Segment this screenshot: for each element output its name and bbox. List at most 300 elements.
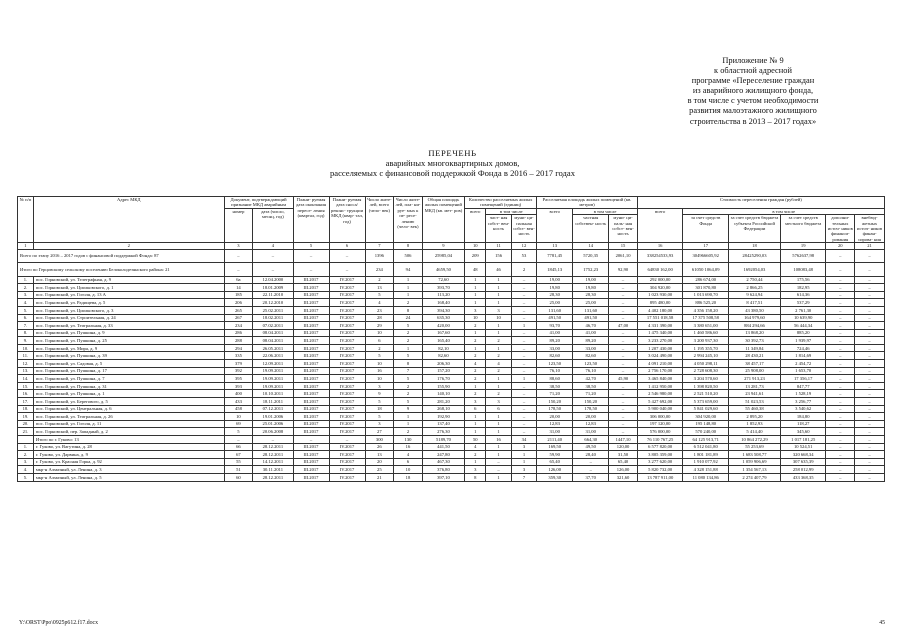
table-cell: 2 750,44: [728, 276, 780, 284]
table-cell: 5720,35: [573, 249, 609, 263]
table-cell: 28.12.2011: [253, 473, 293, 481]
table-cell: 5.: [18, 306, 34, 314]
table-cell: 1: [465, 420, 486, 428]
table-cell: 1 398 820,50: [683, 382, 729, 390]
table-cell: 45,90: [609, 375, 638, 383]
table-cell: пос. Горновский, ул. Пушкина, д. 9: [33, 329, 224, 337]
table-cell: –: [855, 382, 885, 390]
table-cell: –: [826, 390, 855, 398]
table-cell: 28425290,03: [728, 249, 780, 263]
table-cell: 94: [394, 263, 423, 277]
table-cell: 51 023,53: [728, 398, 780, 406]
table-cell: –: [511, 428, 536, 436]
table-cell: 5: [365, 413, 394, 421]
table-cell: 19,00: [573, 276, 609, 284]
table-cell: –: [826, 306, 855, 314]
table-row: [18, 420, 885, 428]
table-cell: 1: [394, 284, 423, 292]
table-cell: 131,60: [573, 306, 609, 314]
table-cell: 307 635,39: [780, 458, 826, 466]
table-cell: 13 787 911,00: [637, 473, 683, 481]
appendix-line: программе «Переселение граждан: [691, 76, 815, 86]
table-cell: 2: [486, 390, 511, 398]
table-cell: 13: [365, 284, 394, 292]
table-cell: –: [826, 466, 855, 474]
table-cell: 2: [394, 329, 423, 337]
table-cell: 12: [511, 243, 536, 249]
table-cell: –: [511, 344, 536, 352]
table-cell: 175,56: [780, 276, 826, 284]
table-row: [18, 405, 885, 413]
table-cell: 11.: [18, 352, 34, 360]
table-cell: –: [573, 458, 609, 466]
table-row: [18, 382, 885, 390]
table-cell: 304966605,92: [683, 249, 729, 263]
table-header-row: [18, 197, 885, 209]
table-cell: 89,20: [537, 337, 573, 345]
table-cell: 12.04.2000: [253, 276, 293, 284]
table-cell: 13.: [18, 367, 34, 375]
table-cell: 118,27: [780, 420, 826, 428]
table-row: [18, 314, 885, 322]
table-cell: 1: [486, 451, 511, 459]
table-row: [18, 337, 885, 345]
table-cell: IV.2017: [329, 314, 365, 322]
table-cell: 157,20: [422, 367, 464, 375]
table-cell: 1 801 181,89: [683, 451, 729, 459]
table-cell: III.2017: [293, 451, 329, 459]
table-cell: 4 356 158,20: [683, 306, 729, 314]
table-cell: 724,46: [780, 344, 826, 352]
table-cell: –: [609, 337, 638, 345]
table-cell: 335: [224, 352, 253, 360]
table-cell: 49,50: [573, 443, 609, 451]
table-cell: 276,30: [422, 428, 464, 436]
table-cell: –: [855, 413, 885, 421]
table-cell: 17 551 018,58: [637, 314, 683, 322]
table-cell: IV.2017: [329, 344, 365, 352]
table-cell: IV.2017: [329, 458, 365, 466]
table-row: [18, 458, 885, 466]
table-cell: –: [224, 436, 253, 444]
table-cell: –: [855, 428, 885, 436]
table-cell: –: [826, 436, 855, 444]
table-cell: пос. Горновский, ул. Пушкина, д. 7: [33, 375, 224, 383]
table-cell: 185: [224, 291, 253, 299]
table-cell: 26: [365, 443, 394, 451]
table-cell: 1: [465, 329, 486, 337]
table-cell: 10: [365, 360, 394, 368]
table-cell: 10: [365, 375, 394, 383]
table-cell: 19,80: [573, 284, 609, 292]
table-cell: 07.02.2011: [253, 322, 293, 330]
table-cell: III.2017: [293, 428, 329, 436]
table-cell: –: [511, 276, 536, 284]
table-cell: 123,50: [537, 360, 573, 368]
table-cell: 195 148,80: [683, 420, 729, 428]
table-cell: III.2017: [293, 367, 329, 375]
table-cell: 17.: [18, 398, 34, 406]
table-cell: 25,00: [537, 299, 573, 307]
table-cell: 3: [511, 466, 536, 474]
table-cell: 59,90: [537, 451, 573, 459]
table-cell: 885,20: [780, 329, 826, 337]
table-cell: III.2017: [293, 299, 329, 307]
table-cell: –: [511, 398, 536, 406]
table-cell: мкр-н Алмазный, ул. Ленина, д. 3: [33, 466, 224, 474]
table-cell: –: [609, 284, 638, 292]
table-cell: IV.2017: [329, 398, 365, 406]
table-cell: 8: [465, 473, 486, 481]
table-cell: 28.12.2011: [253, 451, 293, 459]
table-cell: –: [253, 249, 293, 263]
table-cell: 20,00: [537, 413, 573, 421]
table-cell: –: [329, 436, 365, 444]
table-cell: –: [511, 299, 536, 307]
table-row: [18, 443, 885, 451]
table-cell: –: [511, 367, 536, 375]
table-cell: 394,30: [422, 306, 464, 314]
table-cell: IV.2017: [329, 451, 365, 459]
header-rooms-incl: в том числе: [486, 208, 537, 214]
table-cell: 209: [465, 249, 486, 263]
table-cell: 8 417,51: [728, 299, 780, 307]
table-cell: 140,10: [422, 390, 464, 398]
table-cell: 28,30: [537, 291, 573, 299]
table-cell: 2: [465, 337, 486, 345]
table-cell: 28.12.2011: [253, 443, 293, 451]
table-cell: 2 994 245,10: [683, 352, 729, 360]
table-cell: 379: [224, 360, 253, 368]
table-cell: 31,00: [537, 428, 573, 436]
table-cell: –: [826, 367, 855, 375]
table-cell: 15.: [18, 382, 34, 390]
table-cell: 1.: [18, 443, 34, 451]
table-cell: 34: [511, 436, 536, 444]
table-cell: 2 756 170,00: [637, 367, 683, 375]
table-cell: 168,40: [422, 299, 464, 307]
table-cell: 8.: [18, 329, 34, 337]
table-cell: –: [855, 291, 885, 299]
table-cell: 847,77: [780, 382, 826, 390]
table-cell: 41,00: [537, 329, 573, 337]
table-cell: 3: [465, 398, 486, 406]
table-cell: –: [855, 436, 885, 444]
table-row: [18, 413, 885, 421]
table-cell: 258 012,99: [780, 466, 826, 474]
table-cell: 1: [486, 420, 511, 428]
table-cell: 28 430,21: [728, 352, 780, 360]
table-cell: 1: [465, 344, 486, 352]
table-cell: 92,90: [609, 263, 638, 277]
table-cell: –: [826, 276, 855, 284]
table-cell: 3: [511, 443, 536, 451]
table-cell: 376,80: [422, 466, 464, 474]
table-cell: 2 761,30: [780, 306, 826, 314]
table-cell: –: [826, 428, 855, 436]
table-cell: 1 475 340,00: [637, 329, 683, 337]
table-cell: 3: [365, 382, 394, 390]
table-cell: –: [855, 420, 885, 428]
table-cell: 4: [365, 299, 394, 307]
table-cell: 5 373 659,00: [683, 398, 729, 406]
table-cell: 234: [365, 263, 394, 277]
table-cell: 1 059 906,69: [728, 458, 780, 466]
header-doc-number: номер: [224, 208, 253, 242]
table-cell: 2: [465, 322, 486, 330]
table-cell: 60: [224, 473, 253, 481]
table-cell: 4659,50: [422, 263, 464, 277]
table-cell: –: [826, 344, 855, 352]
table-cell: пос. Горновский, ул. Центральная, д. 6: [33, 405, 224, 413]
table-cell: 1 653,70: [780, 367, 826, 375]
table-cell: –: [609, 352, 638, 360]
table-cell: 71,20: [573, 390, 609, 398]
table-cell: 07.12.2011: [253, 405, 293, 413]
table-cell: 1 528,19: [780, 390, 826, 398]
table-cell: 2: [511, 263, 536, 277]
table-cell: 2: [465, 451, 486, 459]
table-cell: 126,00: [537, 466, 573, 474]
table-cell: IV.2017: [329, 382, 365, 390]
table-cell: 88,60: [537, 375, 573, 383]
table-cell: 16: [486, 436, 511, 444]
table-cell: 2: [394, 337, 423, 345]
table-cell: 12.09.2011: [253, 360, 293, 368]
table-cell: 12.: [18, 360, 34, 368]
summary-row: [18, 249, 885, 263]
table-cell: –: [826, 314, 855, 322]
header-total-area: Общая площадь жилых помещений МКД (кв. мет- ров): [422, 197, 464, 243]
table-cell: 21: [365, 473, 394, 481]
table-cell: 50: [465, 436, 486, 444]
table-cell: 46: [486, 263, 511, 277]
table-cell: –: [855, 473, 885, 481]
table-cell: 1: [465, 428, 486, 436]
table-cell: 2111,40: [537, 436, 573, 444]
table-cell: 19: [780, 243, 826, 249]
table-cell: 2 866,25: [728, 284, 780, 292]
table-cell: –: [511, 306, 536, 314]
table-cell: 1: [394, 344, 423, 352]
table-cell: 17: [683, 243, 729, 249]
table-cell: 4.: [18, 466, 34, 474]
header-planned-demolition: Плани- руемая дата сноса/ реконс- трукции МКД (квар- тал, год): [329, 197, 365, 243]
table-cell: 2: [465, 367, 486, 375]
table-cell: г. Гуково, ул. Красная Горка, д. 92: [33, 458, 224, 466]
table-cell: 3 380 651,00: [683, 322, 729, 330]
table-cell: 18.02.2011: [253, 314, 293, 322]
table-cell: 1: [486, 299, 511, 307]
table-cell: 1: [394, 420, 423, 428]
table-cell: 93,70: [537, 322, 573, 330]
table-cell: 1: [486, 276, 511, 284]
table-cell: –: [855, 276, 885, 284]
table-cell: 28,30: [573, 291, 609, 299]
table-cell: IV.2017: [329, 466, 365, 474]
table-cell: 14: [224, 284, 253, 292]
table-cell: 131,60: [537, 306, 573, 314]
table-cell: 2: [465, 390, 486, 398]
table-cell: 7: [365, 243, 394, 249]
table-cell: –: [855, 398, 885, 406]
table-cell: 71,20: [537, 390, 573, 398]
table-cell: 65,40: [537, 458, 573, 466]
table-cell: IV.2017: [329, 405, 365, 413]
table-cell: г. Гуково, ул. Дарвина, д. 9: [33, 451, 224, 459]
table-cell: –: [826, 443, 855, 451]
table-cell: 150,20: [537, 398, 573, 406]
table-cell: 3: [486, 306, 511, 314]
table-cell: 5762637,98: [780, 249, 826, 263]
table-cell: Итого по г. Гуково: 13: [33, 436, 224, 444]
table-row: [18, 360, 885, 368]
table-cell: 433 368,35: [780, 473, 826, 481]
table-cell: –: [826, 398, 855, 406]
table-cell: 3 465 840,00: [637, 375, 683, 383]
table-cell: 300: [365, 436, 394, 444]
table-cell: 1: [394, 291, 423, 299]
appendix-caption: [638, 56, 868, 127]
table-row: [18, 473, 885, 481]
table-cell: 9 624,94: [728, 291, 780, 299]
table-cell: IV.2017: [329, 375, 365, 383]
table-cell: 294: [224, 344, 253, 352]
table-cell: 28: [365, 314, 394, 322]
table-cell: 28,40: [573, 451, 609, 459]
table-cell: 4: [394, 451, 423, 459]
table-cell: III.2017: [293, 405, 329, 413]
table-cell: 137,40: [422, 420, 464, 428]
table-cell: 884 294,66: [728, 322, 780, 330]
table-cell: 537,29: [780, 299, 826, 307]
table-cell: 1: [486, 382, 511, 390]
table-cell: III.2017: [293, 306, 329, 314]
table-cell: 13 868,20: [728, 329, 780, 337]
table-cell: 320 668,34: [780, 451, 826, 459]
table-cell: –: [609, 367, 638, 375]
table-cell: 55 253,69: [728, 443, 780, 451]
table-cell: 41,00: [573, 329, 609, 337]
table-cell: 4: [465, 360, 486, 368]
table-cell: 164 979,60: [728, 314, 780, 322]
table-cell: пос. Горновский, ул. Пушкина, д. 25: [33, 337, 224, 345]
table-cell: 1: [486, 473, 511, 481]
table-cell: –: [253, 263, 293, 277]
table-cell: 234: [224, 322, 253, 330]
table-cell: –: [826, 360, 855, 368]
table-cell: III.2017: [293, 420, 329, 428]
table-cell: 20.06.2008: [253, 428, 293, 436]
header-area-total: всего: [537, 208, 573, 242]
table-cell: 69: [224, 420, 253, 428]
table-row: [18, 299, 885, 307]
header-planned-date: Плани- руемая дата окончания пересе- ления (квартал, год): [293, 197, 329, 243]
table-cell: 11: [486, 243, 511, 249]
table-cell: –: [293, 263, 329, 277]
table-cell: IV.2017: [329, 306, 365, 314]
table-cell: 2 454,72: [780, 360, 826, 368]
table-cell: 20,00: [573, 413, 609, 421]
table-cell: 29: [365, 322, 394, 330]
table-cell: IV.2017: [329, 360, 365, 368]
table-cell: III.2017: [293, 329, 329, 337]
header-document: Документ, подтверждающий признание МКД аварийным: [224, 197, 293, 209]
table-cell: –: [609, 398, 638, 406]
header-area-private: частная собствен- ность: [573, 215, 609, 243]
table-cell: 206: [224, 299, 253, 307]
table-cell: IV.2017: [329, 299, 365, 307]
table-cell: пос. Горновский, ул. Строительная, д. 24: [33, 314, 224, 322]
table-cell: 76,10: [537, 367, 573, 375]
table-cell: –: [511, 405, 536, 413]
table-cell: IV.2017: [329, 367, 365, 375]
table-cell: 1: [486, 375, 511, 383]
header-address: Адрес МКД: [33, 197, 224, 243]
table-cell: III.2017: [293, 352, 329, 360]
table-cell: 1: [511, 458, 536, 466]
table-cell: 9: [365, 390, 394, 398]
table-cell: 150,20: [573, 398, 609, 406]
table-row: [18, 428, 885, 436]
table-cell: пос. Горновский, ул. Циолковского, д. 1: [33, 284, 224, 292]
table-cell: 1: [486, 413, 511, 421]
table-cell: –: [855, 466, 885, 474]
header-area-incl: в том числе: [573, 208, 638, 214]
table-cell: 23: [365, 306, 394, 314]
table-body: [18, 249, 885, 481]
page-number: 45: [879, 620, 885, 626]
header-no: № п/п: [18, 197, 34, 243]
table-cell: 14.12.2011: [253, 458, 293, 466]
table-row: [18, 291, 885, 299]
table-cell: 30.11.2011: [253, 466, 293, 474]
table-cell: III.2017: [293, 458, 329, 466]
table-cell: 3.: [18, 291, 34, 299]
table-cell: 306 000,00: [637, 413, 683, 421]
table-cell: 393: [224, 382, 253, 390]
header-residents-resettled: Число жите- лей, пла- ни- руе- мых к пе- ресе- лению (чело- век): [394, 197, 423, 243]
table-cell: 433: [224, 398, 253, 406]
table-cell: [18, 436, 34, 444]
houses-table: [17, 196, 885, 482]
table-cell: 6а: [224, 276, 253, 284]
table-cell: 64 125 913,71: [683, 436, 729, 444]
table-cell: 5 900 040,00: [637, 405, 683, 413]
table-cell: –: [826, 322, 855, 330]
table-cell: 1: [511, 451, 536, 459]
table-cell: 6: [365, 337, 394, 345]
table-cell: –: [573, 466, 609, 474]
table-cell: III.2017: [293, 375, 329, 383]
table-cell: 82,60: [422, 352, 464, 360]
table-cell: 2: [486, 352, 511, 360]
table-cell: 27: [365, 428, 394, 436]
table-cell: 46,70: [573, 322, 609, 330]
table-cell: 178,50: [537, 405, 573, 413]
header-cost-local: за счет средств местного бюджета: [780, 215, 826, 243]
table-cell: 38,50: [573, 382, 609, 390]
table-cell: 491,50: [537, 314, 573, 322]
table-cell: 2: [486, 337, 511, 345]
table-cell: 38 457,17: [728, 360, 780, 368]
table-row: [18, 390, 885, 398]
table-cell: –: [224, 263, 253, 277]
table-cell: 1396: [365, 249, 394, 263]
table-cell: –: [855, 249, 885, 263]
table-cell: IV.2017: [329, 337, 365, 345]
table-row: [18, 276, 885, 284]
